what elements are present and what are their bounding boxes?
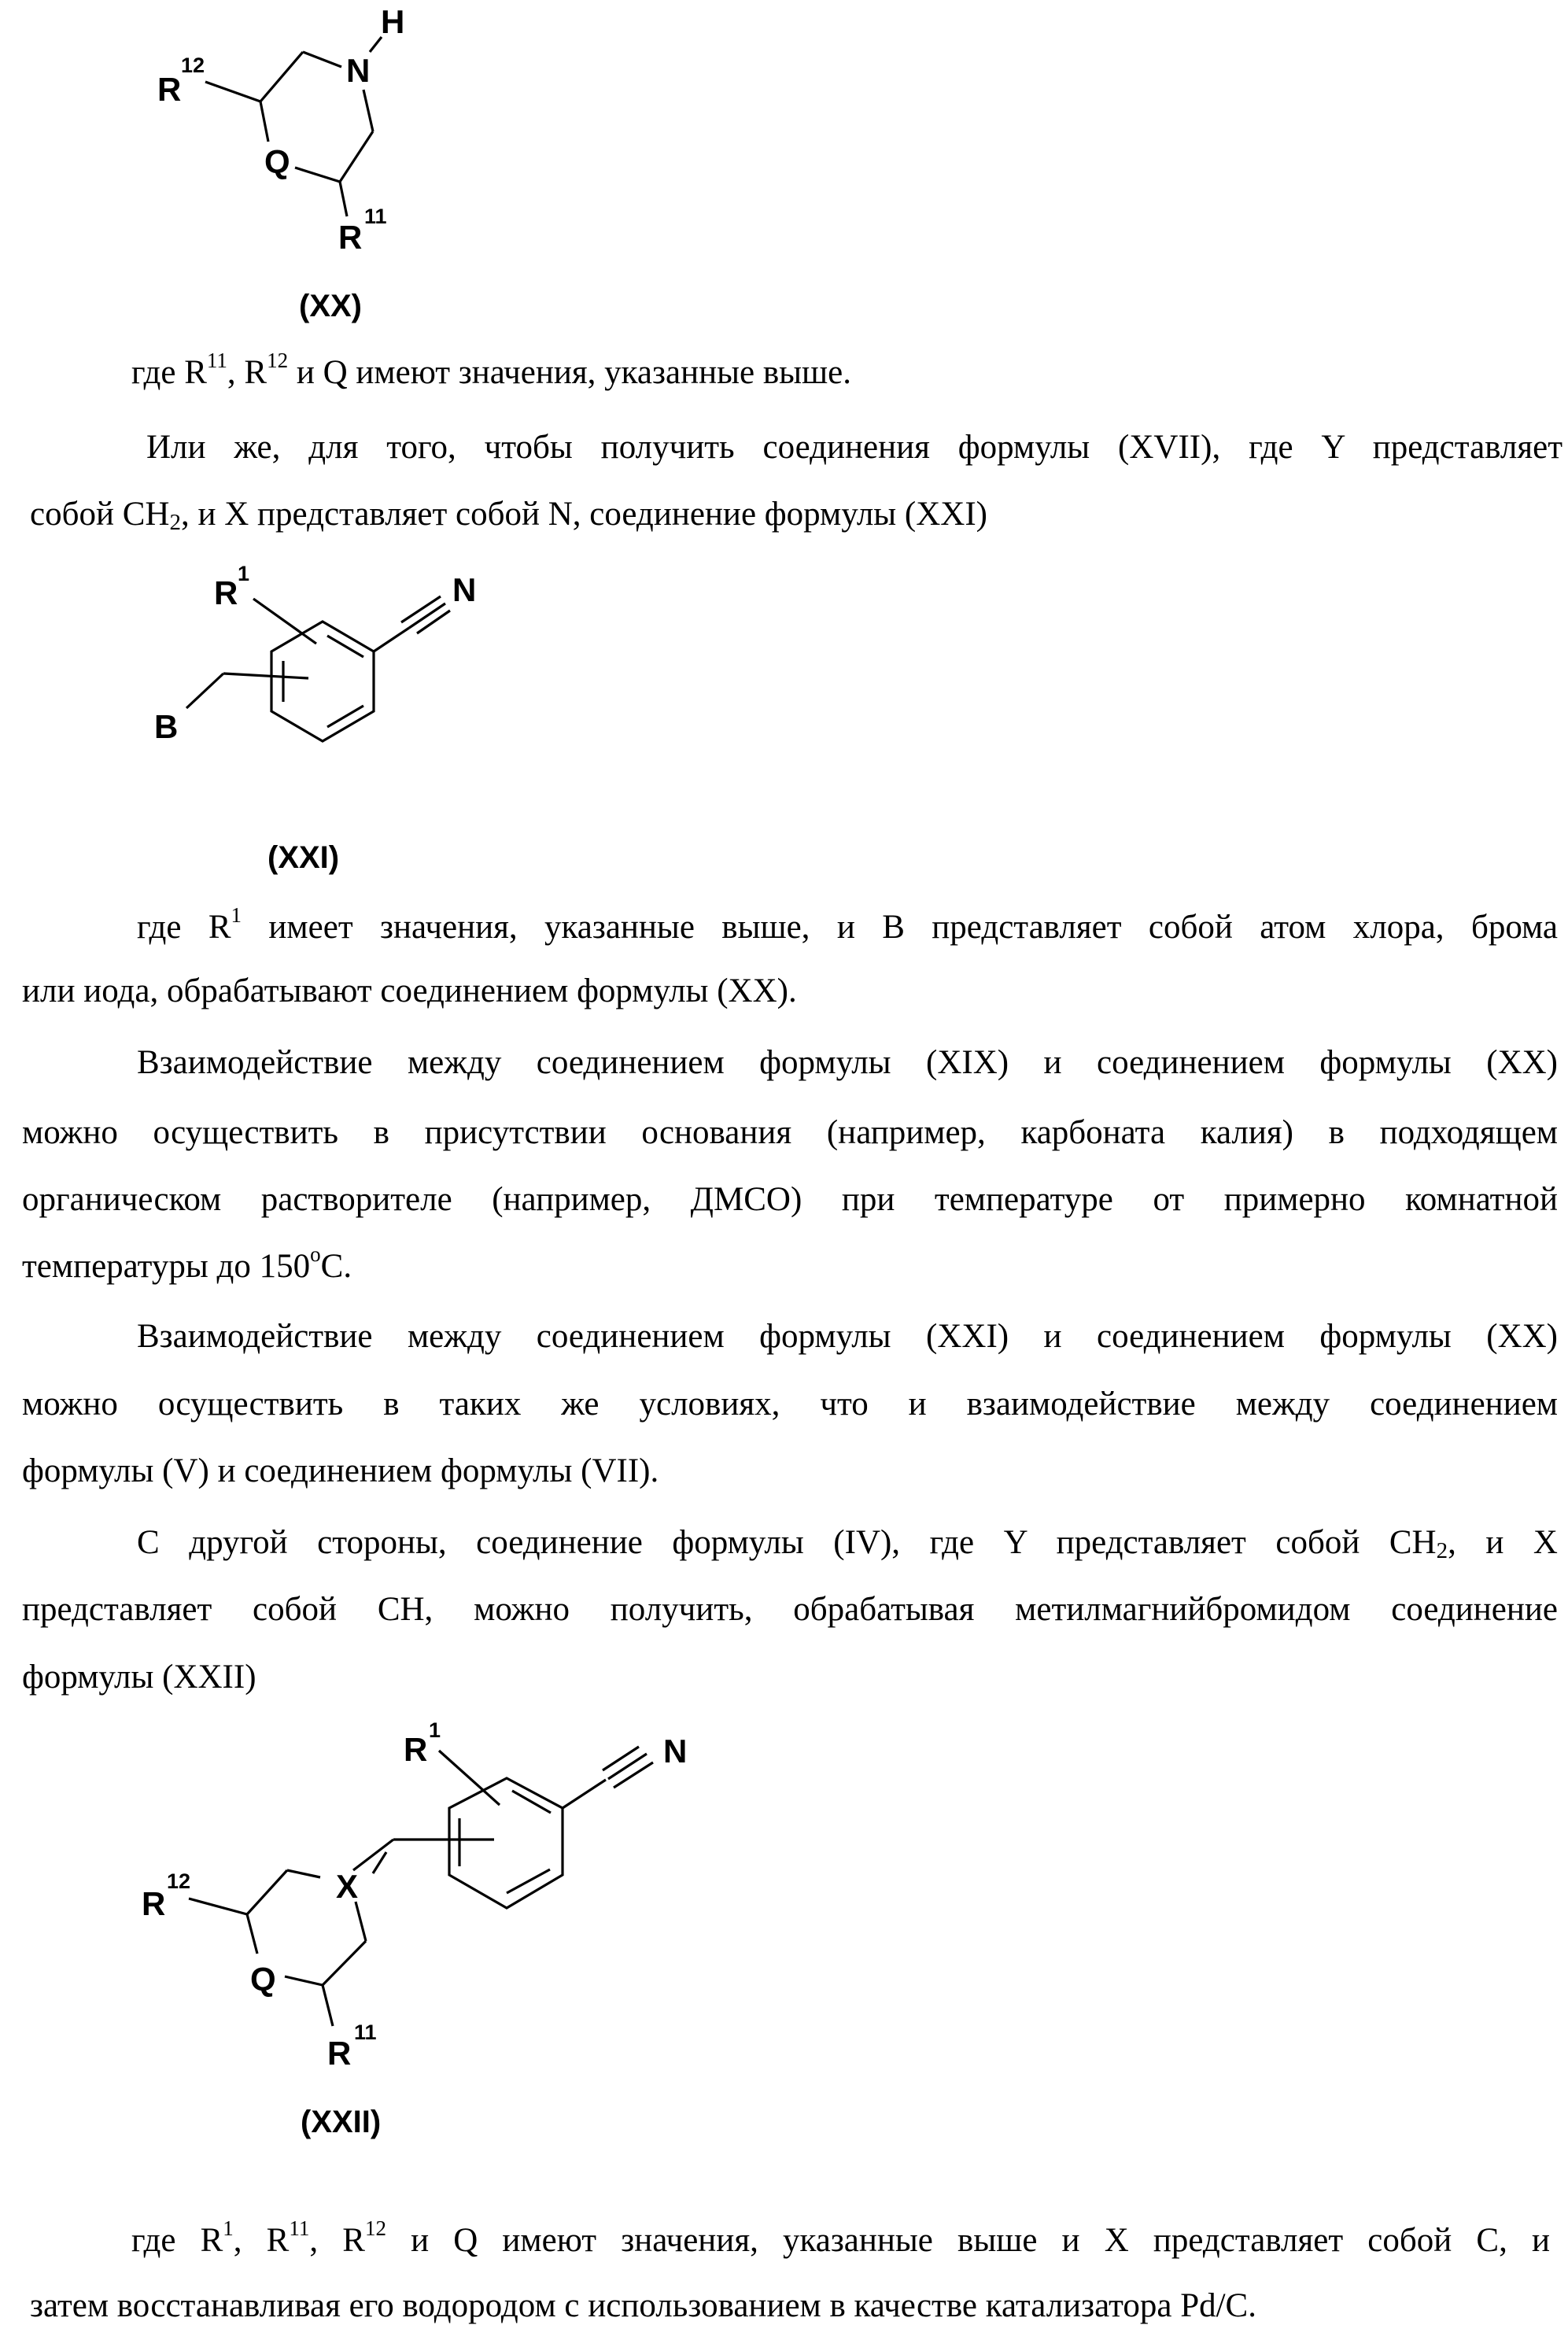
text-segment: Взаимодействие между соединением формулы (XIX) и соединением формулы (XX) bbox=[137, 1044, 1558, 1081]
text-segment: Взаимодействие между соединением формулы (XXI) и соединением формулы (XX) bbox=[137, 1318, 1558, 1355]
text-segment: затем восстанавливая его водородом с использованием в качестве катализатора Pd/C. bbox=[30, 2287, 1256, 2324]
b-label: B bbox=[154, 708, 178, 745]
text-segment: представляет собой CH, можно получить, обрабатывая метилмагнийбромидом соединение bbox=[22, 1591, 1558, 1628]
n-label: N bbox=[346, 52, 370, 89]
h-label: H bbox=[381, 3, 404, 40]
x-label: X bbox=[336, 1868, 358, 1905]
text-segment: , и X bbox=[1448, 1524, 1558, 1561]
text-segment: можно осуществить в присутствии основания (например, карбоната калия) в подходящем bbox=[22, 1114, 1558, 1151]
caption-xxii: (XXII) bbox=[301, 2105, 381, 2139]
caption-xx: (XX) bbox=[299, 289, 362, 323]
r1-label: R bbox=[404, 1731, 427, 1768]
text-segment: имеет значения, указанные выше, и В представляет собой атом хлора, брома bbox=[242, 909, 1558, 946]
r12-sup: 12 bbox=[167, 1869, 190, 1893]
subscript: 2 bbox=[169, 510, 181, 535]
r11-sup: 11 bbox=[364, 205, 387, 228]
caption-xxi: (XXI) bbox=[267, 840, 339, 875]
r11-sup: 11 bbox=[354, 2021, 377, 2044]
structure-xxi bbox=[154, 562, 476, 875]
text-segment: температуры до 150 bbox=[22, 1248, 310, 1285]
q-label: Q bbox=[264, 143, 290, 180]
text-line bbox=[137, 1046, 1558, 1079]
text-segment: , и X представляет собой N, соединение формулы (XXI) bbox=[181, 496, 987, 533]
text-segment: можно осуществить в таких же условиях, что и взаимодействие между соединением bbox=[22, 1386, 1558, 1423]
r1-sup: 1 bbox=[238, 562, 249, 585]
r12-label: R bbox=[157, 71, 181, 108]
superscript: 12 bbox=[267, 349, 288, 372]
r11-label: R bbox=[338, 219, 362, 256]
text-line bbox=[22, 1387, 1558, 1421]
text-line bbox=[22, 1116, 1558, 1150]
text-segment: где R bbox=[131, 2222, 223, 2259]
text-line bbox=[30, 497, 987, 531]
text-line bbox=[137, 1526, 1558, 1559]
structure-xxii bbox=[142, 1718, 687, 2139]
text-line bbox=[131, 356, 851, 389]
text-segment: , R bbox=[234, 2222, 290, 2259]
n-label: N bbox=[663, 1733, 687, 1770]
text-line bbox=[22, 1592, 1558, 1626]
superscript: 1 bbox=[231, 903, 242, 927]
text-line bbox=[137, 910, 1558, 944]
text-segment: где R bbox=[137, 909, 231, 946]
text-segment: С другой стороны, соединение формулы (IV), где Y представляет собой CH bbox=[137, 1524, 1437, 1561]
superscript: o bbox=[310, 1242, 321, 1266]
superscript: 1 bbox=[223, 2216, 234, 2240]
subscript: 2 bbox=[1437, 1538, 1448, 1563]
text-line bbox=[131, 2224, 1550, 2257]
text-segment: или иода, обрабатывают соединением формулы (XX). bbox=[22, 972, 797, 1009]
structure-xx bbox=[157, 3, 404, 323]
n-label: N bbox=[452, 571, 476, 608]
r1-sup: 1 bbox=[429, 1718, 441, 1742]
text-line bbox=[22, 1454, 659, 1488]
text-segment: и Q имеют значения, указанные выше. bbox=[288, 354, 851, 391]
r12-label: R bbox=[142, 1885, 165, 1922]
text-segment: и Q имеют значения, указанные выше и X представляет собой C, и bbox=[386, 2222, 1550, 2259]
text-segment: где R bbox=[131, 354, 207, 391]
text-segment: C. bbox=[321, 1248, 352, 1285]
text-line bbox=[22, 974, 797, 1008]
r1-label: R bbox=[214, 574, 238, 611]
text-segment: Или же, для того, чтобы получить соединения формулы (XVII), где Y представляет bbox=[146, 429, 1562, 466]
q-label: Q bbox=[250, 1961, 276, 1998]
superscript: 11 bbox=[207, 349, 227, 372]
text-line bbox=[22, 1660, 256, 1694]
chemical-structures bbox=[0, 0, 1568, 2325]
text-line bbox=[22, 1183, 1558, 1216]
superscript: 12 bbox=[365, 2216, 386, 2240]
r11-label: R bbox=[327, 2035, 351, 2072]
text-segment: органическом растворителе (например, ДМСО) при температуре от примерно комнатной bbox=[22, 1181, 1558, 1218]
r12-sup: 12 bbox=[181, 54, 205, 77]
text-segment: , R bbox=[309, 2222, 365, 2259]
text-segment: , R bbox=[227, 354, 267, 391]
text-segment: собой CH bbox=[30, 496, 169, 533]
text-line bbox=[137, 1319, 1558, 1353]
text-line bbox=[22, 1249, 352, 1283]
text-line bbox=[30, 2289, 1256, 2323]
text-segment: формулы (V) и соединением формулы (VII). bbox=[22, 1452, 659, 1489]
text-line bbox=[146, 430, 1562, 464]
superscript: 11 bbox=[289, 2216, 309, 2240]
text-segment: формулы (XXII) bbox=[22, 1659, 256, 1696]
